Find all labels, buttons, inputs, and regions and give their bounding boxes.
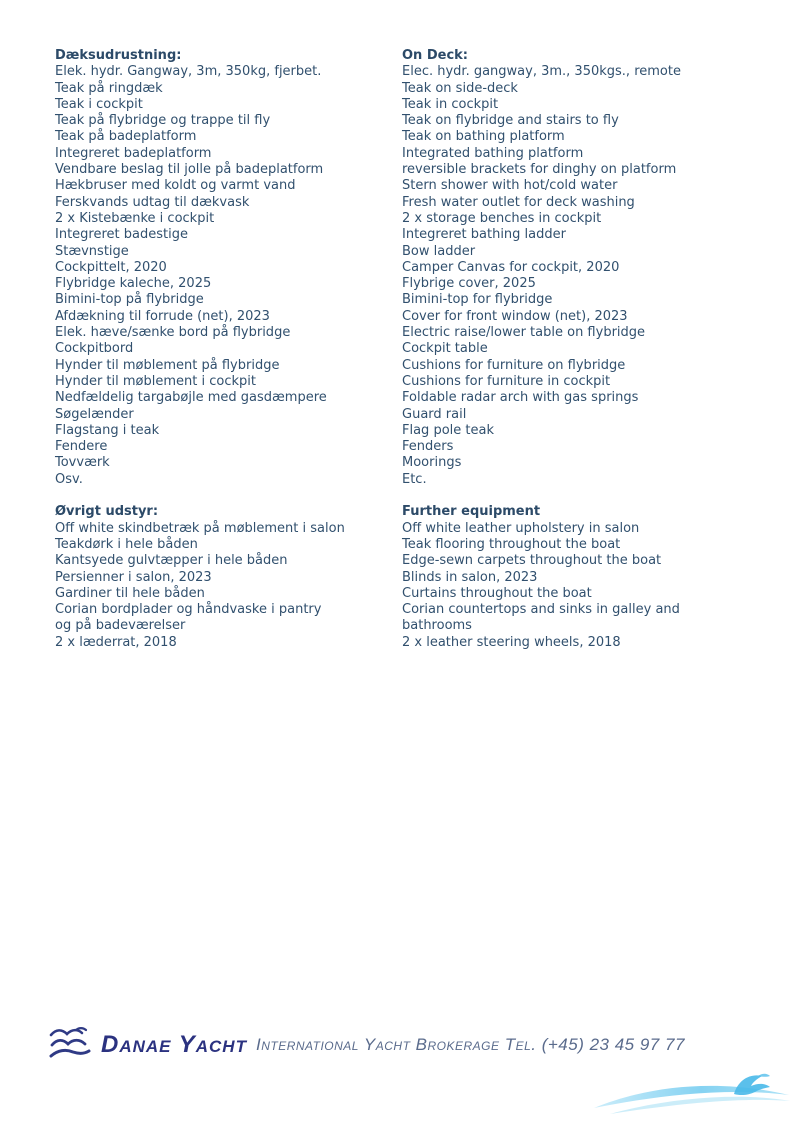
- equipment-item: Teak flooring throughout the boat: [402, 536, 621, 552]
- section-heading: On Deck:: [402, 48, 468, 63]
- equipment-columns: [55, 48, 782, 651]
- equipment-item: Flybrige cover, 2025: [402, 276, 536, 292]
- equipment-item: 2 x leather steering wheels, 2018: [402, 634, 621, 650]
- equipment-item: 2 x Kistebænke i cockpit: [55, 210, 215, 226]
- equipment-section: [402, 504, 782, 651]
- equipment-item: Hynder til møblement i cockpit: [55, 373, 256, 389]
- equipment-item: Hækbruser med koldt og varmt vand: [55, 178, 296, 194]
- equipment-item: Cushions for furniture on flybridge: [402, 357, 626, 373]
- equipment-item: Cockpittelt, 2020: [55, 259, 167, 275]
- equipment-item: Edge-sewn carpets throughout the boat: [402, 553, 662, 569]
- equipment-item: Flagstang i teak: [55, 422, 160, 438]
- equipment-item: og på badeværelser: [55, 618, 186, 634]
- equipment-column-english: [402, 48, 782, 651]
- equipment-item: Teakdørk i hele båden: [55, 536, 198, 552]
- equipment-item: Bimini-top på flybridge: [55, 292, 204, 308]
- equipment-item: Off white skindbetræk på møblement i salon: [55, 520, 345, 536]
- brand-tagline: International Yacht Brokerage Tel. (+45) 23 45 97 77: [255, 1035, 685, 1054]
- equipment-item: Tovværk: [55, 455, 110, 471]
- equipment-item: Cockpitbord: [55, 341, 134, 357]
- equipment-section: [55, 504, 402, 651]
- equipment-item: Cover for front window (net), 2023: [402, 308, 628, 324]
- equipment-item: Søgelænder: [55, 406, 134, 422]
- equipment-section: [55, 48, 402, 488]
- section-heading: Dæksudrustning:: [55, 48, 182, 63]
- equipment-item: Elec. hydr. gangway, 3m., 350kgs., remote: [402, 64, 681, 80]
- danae-waves-logo-icon: [49, 1026, 91, 1064]
- equipment-item: Stern shower with hot/cold water: [402, 178, 618, 194]
- equipment-item: Flag pole teak: [402, 422, 494, 438]
- equipment-item: Elek. hydr. Gangway, 3m, 350kg, fjerbet.: [55, 64, 322, 80]
- equipment-item: Fenders: [402, 439, 454, 455]
- equipment-item: 2 x storage benches in cockpit: [402, 210, 602, 226]
- equipment-item: Curtains throughout the boat: [402, 585, 592, 601]
- equipment-item: reversible brackets for dinghy on platform: [402, 162, 677, 178]
- brand-name: Danae Yacht: [101, 1031, 247, 1058]
- equipment-item: Teak in cockpit: [402, 96, 499, 112]
- equipment-item: Teak på badeplatform: [55, 129, 197, 145]
- equipment-item: Blinds in salon, 2023: [402, 569, 538, 585]
- equipment-column-danish: [55, 48, 402, 651]
- equipment-item: Teak on side-deck: [402, 80, 518, 96]
- equipment-item: Afdækning til forrude (net), 2023: [55, 308, 270, 324]
- equipment-item: Integreret badestige: [55, 227, 188, 243]
- equipment-item: Ferskvands udtag til dækvask: [55, 194, 250, 210]
- equipment-item: Cushions for furniture in cockpit: [402, 373, 611, 389]
- equipment-item: Gardiner til hele båden: [55, 585, 205, 601]
- equipment-item: Teak på ringdæk: [55, 80, 163, 96]
- equipment-item: Moorings: [402, 455, 462, 471]
- equipment-item: Foldable radar arch with gas springs: [402, 390, 639, 406]
- equipment-item: Flybridge kaleche, 2025: [55, 276, 212, 292]
- equipment-item: Off white leather upholstery in salon: [402, 520, 640, 536]
- equipment-item: Teak on bathing platform: [402, 129, 565, 145]
- equipment-item: bathrooms: [402, 618, 472, 634]
- equipment-item: Stævnstige: [55, 243, 129, 259]
- section-heading: Further equipment: [402, 504, 541, 520]
- equipment-item: 2 x læderrat, 2018: [55, 634, 177, 650]
- equipment-item: Electric raise/lower table on flybridge: [402, 325, 646, 341]
- equipment-item: Hynder til møblement på flybridge: [55, 357, 280, 373]
- equipment-item: Corian countertops and sinks in galley and: [402, 602, 680, 618]
- equipment-item: Vendbare beslag til jolle på badeplatform: [55, 162, 324, 178]
- equipment-item: Osv.: [55, 471, 83, 487]
- equipment-item: Camper Canvas for cockpit, 2020: [402, 259, 620, 275]
- equipment-item: Integreret bathing ladder: [402, 227, 566, 243]
- equipment-item: Teak on flybridge and stairs to fly: [402, 113, 619, 129]
- equipment-item: Guard rail: [402, 406, 467, 422]
- equipment-item: Kantsyede gulvtæpper i hele båden: [55, 553, 288, 569]
- equipment-item: Integreret badeplatform: [55, 145, 212, 161]
- equipment-item: Cockpit table: [402, 341, 488, 357]
- equipment-item: Nedfældelig targabøjle med gasdæmpere: [55, 390, 327, 406]
- equipment-item: Corian bordplader og håndvaske i pantry: [55, 602, 322, 618]
- footer-brand-bar: [49, 1026, 685, 1064]
- equipment-item: Fendere: [55, 439, 108, 455]
- equipment-item: Integrated bathing platform: [402, 145, 584, 161]
- equipment-item: Bimini-top for flybridge: [402, 292, 553, 308]
- equipment-item: Etc.: [402, 471, 427, 487]
- dolphin-wave-watermark-icon: [592, 1070, 792, 1120]
- equipment-item: Bow ladder: [402, 243, 476, 259]
- equipment-item: Teak på flybridge og trappe til fly: [55, 113, 271, 129]
- equipment-item: Teak i cockpit: [55, 96, 143, 112]
- equipment-section: [402, 48, 782, 488]
- section-heading: Øvrigt udstyr:: [55, 504, 159, 520]
- equipment-item: Elek. hæve/sænke bord på flybridge: [55, 325, 291, 341]
- equipment-item: Persienner i salon, 2023: [55, 569, 212, 585]
- equipment-item: Fresh water outlet for deck washing: [402, 194, 635, 210]
